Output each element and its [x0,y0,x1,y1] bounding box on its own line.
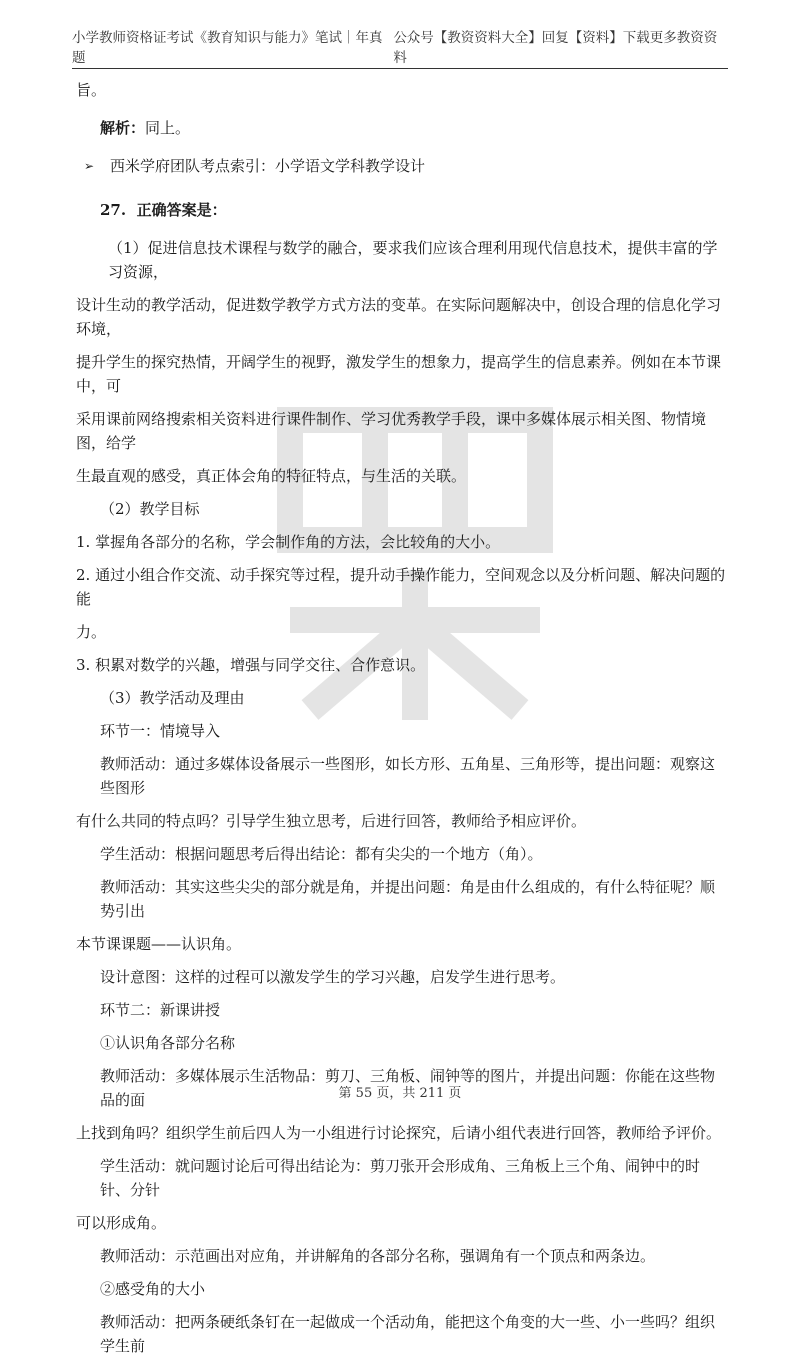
document-body [76,78,728,1358]
header-right-note: 公众号【教资资料大全】回复【资料】下载更多教资资料 [393,30,718,66]
teacher-activity-1-line-2: 有什么共同的特点吗？引导学生独立思考，后进行回答，教师给予相应评价。 [76,812,587,830]
design-intent-1: 设计意图：这样的过程可以激发学生的学习兴趣，启发学生进行思考。 [100,968,566,986]
teacher-activity-1-line-1: 教师活动：通过多媒体设备展示一些图形，如长方形、五角星、三角形等，提出问题：观察这些图形 [100,755,716,797]
page-footer: 第 55 页，共 211 页 [338,1086,462,1101]
text-fragment: 旨。 [76,81,107,99]
analysis-line [76,116,728,140]
goal-3: 3. 积累对数学的兴趣，增强与同学交往、合作意识。 [76,656,426,674]
page-header [72,30,728,69]
question-heading [76,198,728,222]
goal-2-line-2: 力。 [76,623,107,641]
stage-2-heading: 环节二：新课讲授 [100,1001,221,1019]
header-left-title: 小学教师资格证考试《教育知识与能力》笔试｜年真题 [72,30,383,66]
analysis-text: 同上。 [145,119,191,137]
analysis-label: 解析： [100,119,146,137]
teacher-activity-5: 教师活动：把两条硬纸条钉在一起做成一个活动角，能把这个角变的大一些、小一些吗？组织学生前 [100,1313,716,1355]
question-number: 27. [100,201,127,219]
arrow-bullet-icon: ➢ [84,159,95,173]
teacher-activity-4: 教师活动：示范画出对应角，并讲解角的各部分名称，强调角有一个顶点和两条边。 [100,1247,656,1265]
subsection-2-heading: ②感受角的大小 [100,1280,206,1298]
section-heading-2: （2）教学目标 [100,500,200,518]
index-bullet-text: 西米学府团队考点索引：小学语文学科教学设计 [110,157,426,175]
question-label: 正确答案是： [136,201,227,219]
index-bullet [76,154,728,178]
student-activity-2-line-2: 可以形成角。 [76,1214,167,1232]
goal-1: 1. 掌握角各部分的名称，学会制作角的方法，会比较角的大小。 [76,533,501,551]
paragraph-1-line-2: 设计生动的教学活动，促进数学教学方式方法的变革。在实际问题解决中，创设合理的信息化学习环境， [76,296,722,338]
paragraph-1-line-1: （1）促进信息技术课程与数学的融合，要求我们应该合理利用现代信息技术，提供丰富的学习资源， [108,239,718,281]
student-activity-2-line-1: 学生活动：就问题讨论后可得出结论为：剪刀张开会形成角、三角板上三个角、闹钟中的时针、分针 [100,1157,701,1199]
paragraph-1-line-4: 采用课前网络搜索相关资料进行课件制作、学习优秀教学手段，课中多媒体展示相关图、物情境图，给学 [76,410,707,452]
teacher-activity-2-line-1: 教师活动：其实这些尖尖的部分就是角，并提出问题：角是由什么组成的，有什么特征呢？顺势引出 [100,878,716,920]
teacher-activity-3-line-2: 上找到角吗？组织学生前后四人为一小组进行讨论探究，后请小组代表进行回答，教师给予评价。 [76,1124,722,1142]
teacher-activity-2-line-2: 本节课课题——认识角。 [76,935,242,953]
paragraph-1-line-5: 生最直观的感受，真正体会角的特征特点，与生活的关联。 [76,467,467,485]
teacher-activity-3-line-1: 教师活动：多媒体展示生活物品：剪刀、三角板、闹钟等的图片，并提出问题：你能在这些物品的面 [100,1067,716,1109]
section-heading-3: （3）教学活动及理由 [100,689,245,707]
student-activity-1: 学生活动：根据问题思考后得出结论：都有尖尖的一个地方（角）。 [100,845,543,863]
paragraph-1-line-3: 提升学生的探究热情，开阔学生的视野，激发学生的想象力，提高学生的信息素养。例如在本节课中，可 [76,353,722,395]
stage-1-heading: 环节一：情境导入 [100,722,221,740]
subsection-1-heading: ①认识角各部分名称 [100,1034,236,1052]
goal-2-line-1: 2. 通过小组合作交流、动手探究等过程，提升动手操作能力，空间观念以及分析问题、解决问题的能 [76,566,726,608]
